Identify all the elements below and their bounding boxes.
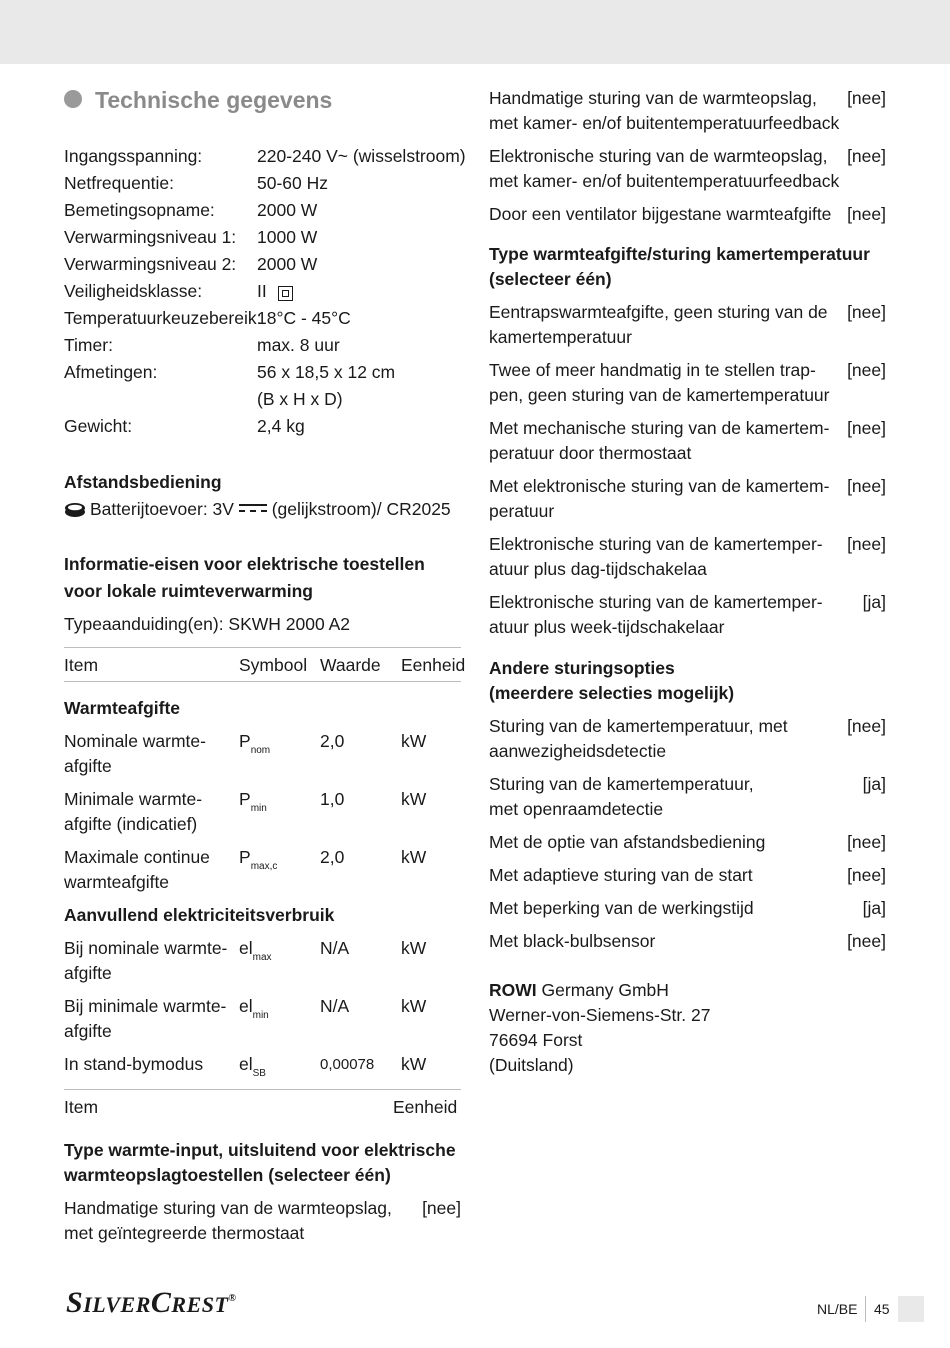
elek-heading: Aanvullend elektriciteitsverbruik: [64, 905, 335, 925]
spec-label: Ingangsspanning:: [64, 146, 203, 166]
row-unit: kW: [401, 938, 427, 958]
info-heading-1: Informatie-eisen voor elektrische toestellen: [64, 554, 425, 574]
spec-value: II: [257, 281, 267, 301]
row-symbol: [239, 731, 270, 756]
symbol-sub: max: [252, 952, 272, 963]
row-label-2: warmteafgifte: [64, 872, 170, 892]
option-value: [ja]: [862, 898, 886, 918]
option-label-1: Elektronische sturing van de kamertemper-: [489, 534, 823, 554]
spec-label: Timer:: [64, 335, 113, 355]
symbol-main: P: [239, 789, 251, 809]
row-label-1: Nominale warmte-: [64, 731, 206, 751]
option-label-1: Elektronische sturing van de warmteopslag,: [489, 146, 828, 166]
row-value: 2,0: [320, 847, 345, 867]
option-label-2: peratuur: [489, 501, 555, 521]
option-value: [nee]: [847, 418, 886, 438]
option-value: [nee]: [847, 865, 886, 885]
option-label-1: Eentrapswarmteafgifte, geen sturing van de: [489, 302, 828, 322]
address-country: (Duitsland): [489, 1055, 574, 1075]
option-label-2: kamertemperatuur: [489, 327, 632, 347]
option-label-2: met kamer- en/of buitentemperatuurfeedback: [489, 171, 840, 191]
option-value: [nee]: [847, 204, 886, 224]
col-item: Item: [64, 655, 99, 675]
input-heading-2: warmteopslagtoestellen (selecteer één): [64, 1165, 391, 1185]
option-label-1: Met beperking van de werkingstijd: [489, 898, 754, 918]
row-value: 0,00078: [320, 1056, 375, 1073]
spec-value: 18°C - 45°C: [257, 308, 351, 328]
spec-value: 2000 W: [257, 254, 318, 274]
col-waarde: Waarde: [320, 655, 381, 675]
page-number: 45: [874, 1301, 890, 1317]
symbol-main: P: [239, 731, 251, 751]
option-label-2: met kamer- en/of buitentemperatuurfeedback: [489, 113, 840, 133]
row-unit: kW: [401, 847, 427, 867]
other-heading-2: (meerdere selecties mogelijk): [489, 683, 735, 703]
row-symbol: [239, 847, 277, 872]
address-city: 76694 Forst: [489, 1030, 583, 1050]
option-label-1: Met elektronische sturing van de kamertem-: [489, 476, 830, 496]
symbol-sub: min: [250, 803, 267, 814]
option-label-1: Sturing van de kamertemperatuur, met: [489, 716, 788, 736]
row-value: N/A: [320, 996, 350, 1016]
row-label-2: afgifte: [64, 756, 112, 776]
address-street: Werner-von-Siemens-Str. 27: [489, 1005, 711, 1025]
row-symbol: [239, 996, 269, 1021]
option-value: [nee]: [422, 1198, 461, 1218]
option-value: [nee]: [847, 360, 886, 380]
option-label-1: Door een ventilator bijgestane warmteafgifte: [489, 204, 832, 224]
silvercrest-logo: SILVERCREST®: [66, 1286, 237, 1319]
row-label-1: In stand-bymodus: [64, 1054, 204, 1074]
symbol-main: el: [239, 996, 253, 1016]
col-eenheid: Eenheid: [401, 655, 466, 675]
spec-label: Verwarmingsniveau 1:: [64, 227, 237, 247]
row-label-1: Bij minimale warmte-: [64, 996, 227, 1016]
address-company: [489, 980, 669, 1001]
symbol-main: el: [239, 1054, 253, 1074]
spec-value-2: (B x H x D): [257, 389, 343, 409]
option-value: [nee]: [847, 146, 886, 166]
footer-eenheid: Eenheid: [393, 1097, 458, 1117]
row-symbol: [239, 938, 272, 963]
class-ii-icon: [278, 286, 293, 301]
row-value: 2,0: [320, 731, 345, 751]
option-label-2: met openraamdetectie: [489, 799, 664, 819]
warmte-heading: Warmteafgifte: [64, 698, 181, 718]
option-label-1: Handmatige sturing van de warmteopslag,: [64, 1198, 392, 1218]
option-label-1: Elektronische sturing van de kamertemper-: [489, 592, 823, 612]
option-label-2: aanwezigheidsdetectie: [489, 741, 667, 761]
spec-value: max. 8 uur: [257, 335, 340, 355]
symbol-sub: SB: [252, 1068, 266, 1079]
option-label-1: Met adaptieve sturing van de start: [489, 865, 753, 885]
spec-label: Bemetingsopname:: [64, 200, 215, 220]
locale-label: NL/BE: [817, 1301, 858, 1317]
option-label-1: Met black-bulbsensor: [489, 931, 656, 951]
table-bottom-rule: [64, 1089, 461, 1090]
option-value: [nee]: [847, 476, 886, 496]
row-label-2: afgifte: [64, 963, 112, 983]
remote-battery-line: [64, 499, 451, 520]
symbol-sub: min: [252, 1010, 269, 1021]
option-label-2: met geïntegreerde thermostaat: [64, 1223, 305, 1243]
spec-value: 2000 W: [257, 200, 318, 220]
battery-icon: [64, 502, 86, 518]
option-value: [nee]: [847, 534, 886, 554]
row-label-1: Maximale continue: [64, 847, 210, 867]
spec-label: Veiligheidsklasse:: [64, 281, 203, 301]
row-label-1: Bij nominale warmte-: [64, 938, 228, 958]
spec-label: Netfrequentie:: [64, 173, 174, 193]
type-id: Typeaanduiding(en): SKWH 2000 A2: [64, 614, 351, 634]
option-value: [ja]: [862, 592, 886, 612]
spec-value: 50-60 Hz: [257, 173, 329, 193]
option-label-1: Met mechanische sturing van de kamertem-: [489, 418, 830, 438]
option-label-2: atuur plus week-tijdschakelaar: [489, 617, 725, 637]
spec-label: Temperatuurkeuzebereik:: [64, 308, 262, 328]
spec-value: 1000 W: [257, 227, 318, 247]
option-label-2: peratuur door thermostaat: [489, 443, 692, 463]
row-unit: kW: [401, 731, 427, 751]
row-unit: kW: [401, 1054, 427, 1074]
company-bold: ROWI: [489, 980, 537, 1000]
footer-divider: [865, 1296, 866, 1322]
control-heading-2: (selecteer één): [489, 269, 612, 289]
symbol-main: P: [239, 847, 251, 867]
page-tab-marker: [898, 1296, 924, 1322]
input-heading-1: Type warmte-input, uitsluitend voor elektrische: [64, 1140, 456, 1160]
spec-label: Afmetingen:: [64, 362, 158, 382]
other-heading-1: Andere sturingsopties: [489, 658, 675, 678]
company-rest: Germany GmbH: [541, 980, 669, 1000]
row-unit: kW: [401, 996, 427, 1016]
option-value: [nee]: [847, 88, 886, 108]
option-label-2: pen, geen sturing van de kamertemperatuur: [489, 385, 830, 405]
option-value: [ja]: [862, 774, 886, 794]
option-value: [nee]: [847, 302, 886, 322]
symbol-sub: max,c: [250, 861, 278, 872]
footer-item: Item: [64, 1097, 99, 1117]
symbol-sub: nom: [250, 745, 271, 756]
battery-post: (gelijkstroom)/ CR2025: [271, 499, 451, 519]
battery-pre: Batterijtoevoer: 3V: [90, 499, 234, 519]
remote-heading: Afstandsbediening: [64, 472, 222, 492]
symbol-main: el: [239, 938, 253, 958]
option-label-1: Sturing van de kamertemperatuur,: [489, 774, 754, 794]
row-value: 1,0: [320, 789, 345, 809]
control-heading-1: Type warmteafgifte/sturing kamertemperatuur: [489, 244, 870, 264]
row-label-2: afgifte (indicatief): [64, 814, 198, 834]
col-symbool: Symbool: [239, 655, 308, 675]
option-value: [nee]: [847, 931, 886, 951]
spec-label: Gewicht:: [64, 416, 133, 436]
row-label-2: afgifte: [64, 1021, 112, 1041]
dc-symbol-icon: [239, 503, 267, 513]
option-label-1: Twee of meer handmatig in te stellen trap-: [489, 360, 816, 380]
section-title: Technische gegevens: [95, 87, 333, 113]
spec-value: 220-240 V~ (wisselstroom): [257, 146, 466, 166]
row-label-1: Minimale warmte-: [64, 789, 203, 809]
table-header-rule: [64, 681, 461, 682]
spec-value: 56 x 18,5 x 12 cm: [257, 362, 396, 382]
option-value: [nee]: [847, 832, 886, 852]
spec-label: Verwarmingsniveau 2:: [64, 254, 237, 274]
info-heading-2: voor lokale ruimteverwarming: [64, 581, 313, 601]
row-unit: kW: [401, 789, 427, 809]
option-label-1: Handmatige sturing van de warmteopslag,: [489, 88, 817, 108]
option-label-2: atuur plus dag-tijdschakelaa: [489, 559, 707, 579]
spec-value: 2,4 kg: [257, 416, 305, 436]
row-symbol: [239, 789, 267, 814]
top-bar: [0, 0, 950, 64]
option-value: [nee]: [847, 716, 886, 736]
section-bullet-icon: [64, 90, 82, 108]
row-symbol: [239, 1054, 266, 1079]
table-top-rule: [64, 647, 461, 648]
option-label-1: Met de optie van afstandsbediening: [489, 832, 766, 852]
row-value: N/A: [320, 938, 350, 958]
